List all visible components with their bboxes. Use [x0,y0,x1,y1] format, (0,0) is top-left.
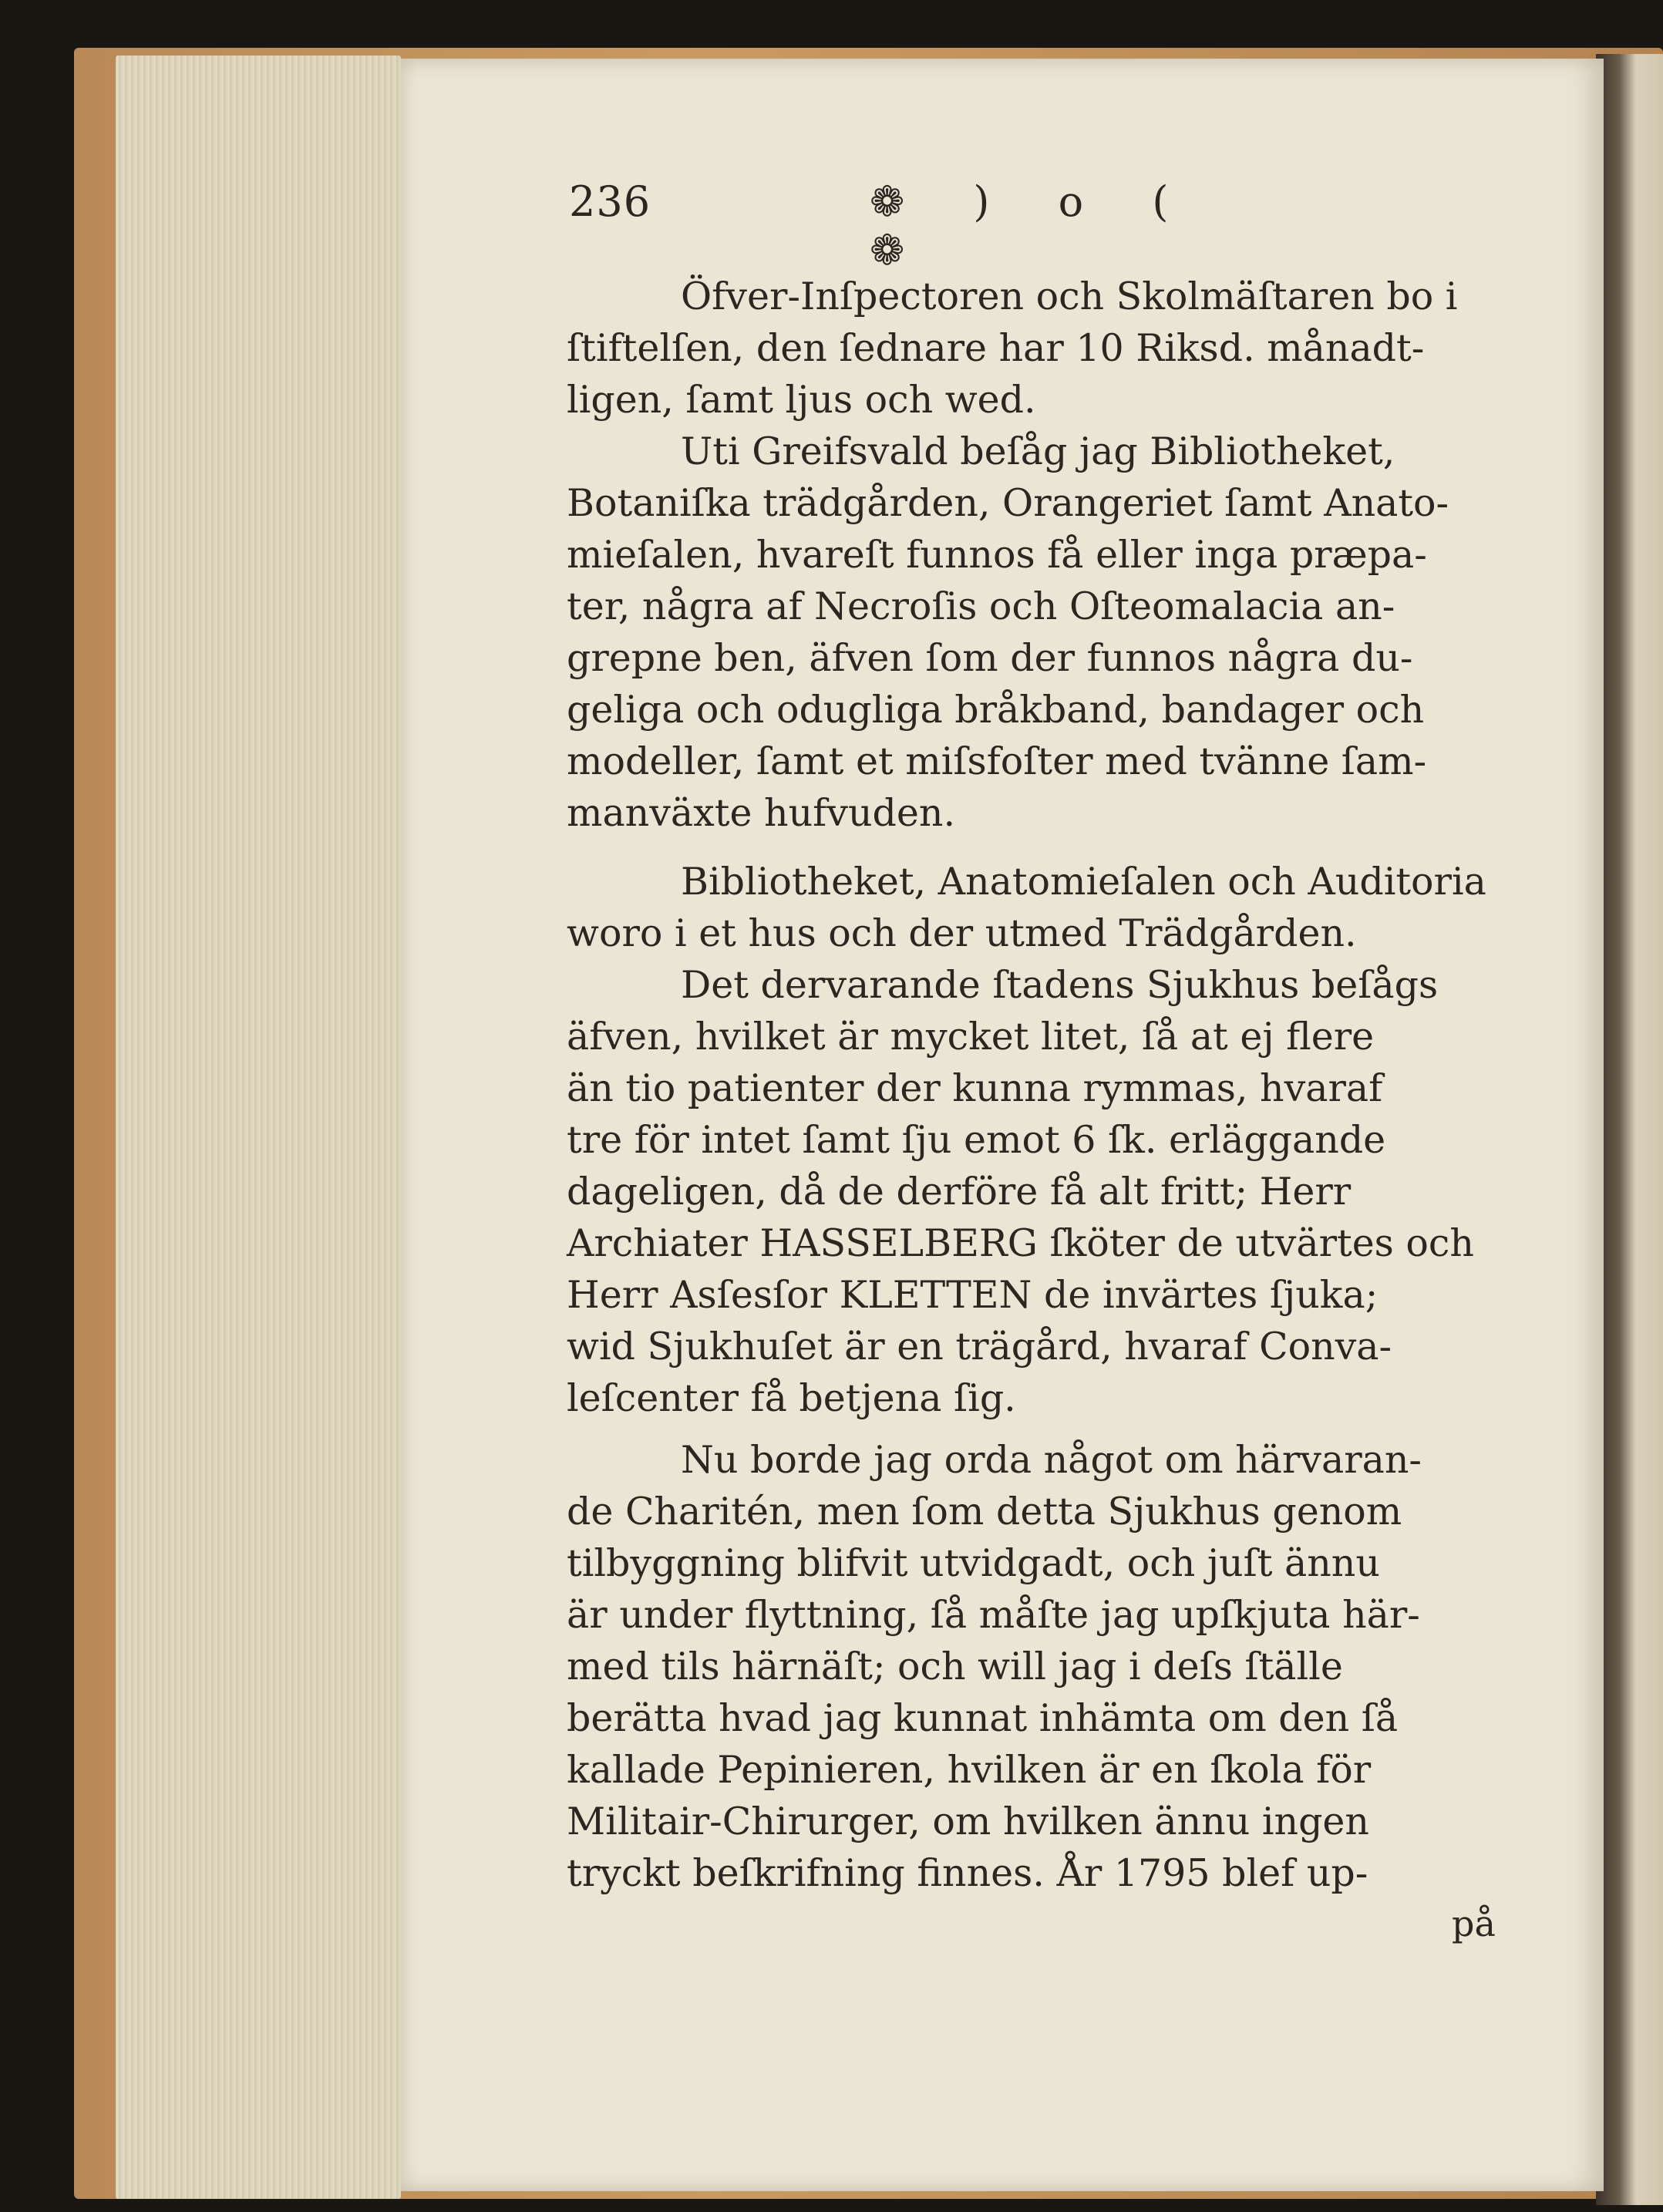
text-line: än tio patienter der kunna rymmas, hvaraf [567,1066,1383,1110]
text-line: ligen, ſamt ljus och wed. [567,378,1036,422]
text-line: Herr Asſesſor KLETTEN de invärtes ſjuka; [567,1273,1379,1317]
header-ornament: ❁ ) o ( ❁ [870,177,1197,274]
text-line: wid Sjukhuſet är en trägård, hvaraf Conva- [567,1325,1392,1369]
text-line: Militair-Chirurger, om hvilken ännu ingen [567,1800,1369,1843]
text-line: Botaniſka trädgården, Orangeriet ſamt Anato- [567,481,1449,525]
text-line: de Charitén, men ſom detta Sjukhus genom [567,1490,1402,1534]
running-header [569,177,1263,274]
text-line: Uti Greifsvald beſåg jag Bibliotheket, [681,429,1395,473]
text-line: leſcenter få betjena ſig. [567,1376,1016,1420]
text-line: tilbyggning blifvit utvidgadt, och juſt ännu [567,1541,1380,1585]
text-line: tre för intet ſamt ſju emot 6 ſk. erläggande [567,1118,1386,1162]
text-line: dageligen, då de derföre få alt fritt; Herr [567,1170,1352,1214]
text-line: mieſalen, hvareſt funnos få eller inga præpa- [567,533,1427,577]
text-line: Det dervarande ſtadens Sjukhus beſågs [681,963,1439,1007]
gutter-shadow [1596,54,1663,2205]
text-line: äfven, hvilket är mycket litet, ſå at ej flere [567,1015,1375,1059]
text-line: Öfver-Inſpectoren och Skolmäſtaren bo i [681,274,1458,318]
text-line: ſtiftelſen, den ſednare har 10 Riksd. månadt- [567,326,1425,370]
text-line: woro i et hus och der utmed Trädgården. [567,911,1357,955]
text-line: Nu borde jag orda något om härvaran- [681,1438,1422,1482]
text-line: manväxte hufvuden. [567,791,956,835]
text-line: modeller, ſamt et miſsfoſter med tvänne ſam- [567,739,1427,783]
text-line: geliga och odugliga bråkband, bandager och [567,688,1425,732]
text-line: ter, några af Necroſis och Oſteomalacia an- [567,584,1395,628]
text-line: Bibliotheket, Anatomieſalen och Auditoria [681,860,1486,904]
text-line: grepne ben, äfven ſom der funnos några du- [567,636,1413,680]
catchword: på [1452,1903,1496,1944]
text-line: med tils härnäſt; och will jag i deſs ſtälle [567,1645,1343,1688]
text-line: är under flyttning, ſå måſte jag upſkjuta här- [567,1593,1420,1637]
page-stack-edge [116,56,401,2199]
page-number: 236 [569,177,651,226]
text-line: tryckt beſkrifning finnes. År 1795 blef up- [567,1851,1368,1895]
text-line: berätta hvad jag kunnat inhämta om den ſå [567,1696,1399,1740]
text-line: kallade Pepinieren, hvilken är en ſkola för [567,1748,1372,1792]
text-line: Archiater HASSELBERG ſköter de utvärtes och [567,1221,1474,1265]
